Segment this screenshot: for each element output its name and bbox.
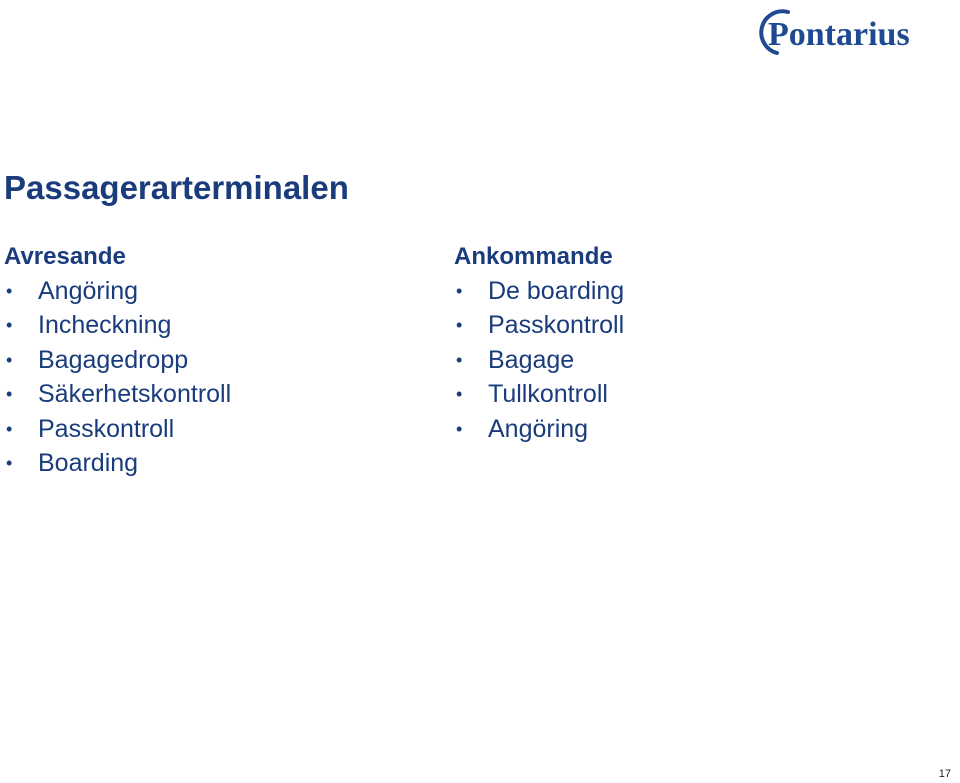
bullet-icon: • bbox=[6, 315, 13, 336]
list-item bbox=[4, 377, 231, 411]
list-item-label: Angöring bbox=[38, 277, 139, 305]
page-number: 17 bbox=[938, 768, 951, 780]
arrivals-column bbox=[454, 240, 624, 446]
bullet-icon: • bbox=[456, 281, 463, 301]
list-item-label: Incheckning bbox=[38, 311, 172, 340]
list-item bbox=[4, 343, 231, 377]
list-item bbox=[4, 412, 231, 446]
bullet-icon: • bbox=[6, 281, 13, 301]
bullet-icon: • bbox=[456, 418, 463, 439]
logo-wordmark: Pontarius bbox=[768, 16, 910, 53]
bullet-icon: • bbox=[456, 315, 463, 336]
list-item-label: Angöring bbox=[488, 414, 589, 443]
list-item bbox=[454, 274, 624, 308]
list-item bbox=[4, 446, 231, 480]
departures-list bbox=[4, 274, 231, 480]
departures-heading: Avresande bbox=[4, 243, 126, 270]
list-item-label: Säkerhetskontroll bbox=[38, 380, 232, 409]
list-item-label: Boarding bbox=[38, 449, 139, 478]
bullet-icon: • bbox=[456, 349, 463, 370]
arrivals-heading: Ankommande bbox=[454, 243, 613, 270]
list-item bbox=[454, 377, 624, 411]
list-item bbox=[454, 343, 624, 377]
list-item bbox=[4, 308, 231, 342]
arrivals-list bbox=[454, 274, 624, 446]
list-item-label: Tullkontroll bbox=[488, 380, 608, 409]
list-item bbox=[454, 412, 624, 446]
departures-column bbox=[4, 240, 231, 480]
pontarius-logo bbox=[752, 4, 948, 60]
list-item-label: Passkontroll bbox=[488, 311, 625, 340]
bullet-icon: • bbox=[456, 384, 463, 405]
bullet-icon: • bbox=[6, 418, 13, 439]
list-item-label: Bagagedropp bbox=[38, 345, 189, 374]
bullet-icon: • bbox=[6, 453, 13, 474]
list-item-label: De boarding bbox=[488, 277, 625, 305]
list-item-label: Bagage bbox=[488, 345, 575, 374]
list-item bbox=[4, 274, 231, 308]
list-item-label: Passkontroll bbox=[38, 414, 175, 443]
pontarius-logo-icon bbox=[752, 4, 948, 60]
list-item bbox=[454, 308, 624, 342]
bullet-icon: • bbox=[6, 349, 13, 370]
page-title: Passagerarterminalen bbox=[4, 169, 349, 206]
bullet-icon: • bbox=[6, 384, 13, 405]
